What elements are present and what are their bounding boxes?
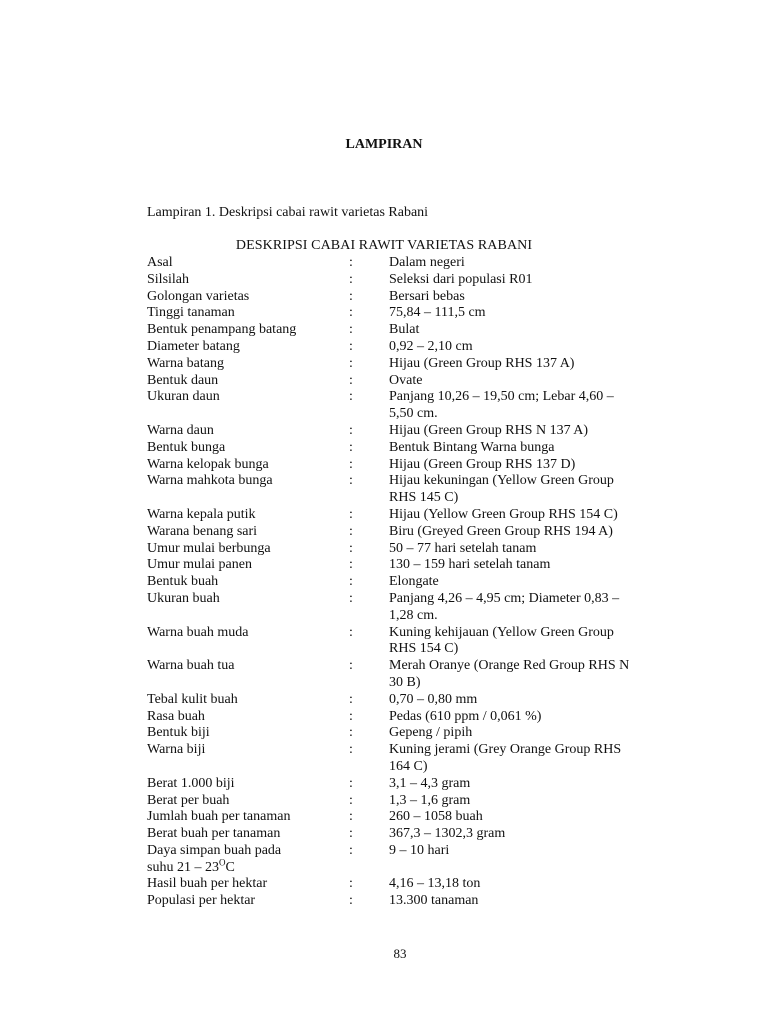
row-label: Warana benang sari xyxy=(147,523,258,539)
description-row xyxy=(147,473,667,490)
description-row xyxy=(147,893,667,910)
row-separator xyxy=(349,759,389,776)
row-value: 4,16 – 13,18 ton xyxy=(389,876,481,892)
description-row xyxy=(147,541,667,558)
description-row xyxy=(147,255,667,272)
row-label: Warna biji xyxy=(147,742,206,758)
row-value: Merah Oranye (Orange Red Group RHS N xyxy=(389,658,630,674)
row-separator: : xyxy=(349,389,353,405)
row-value: Biru (Greyed Green Group RHS 194 A) xyxy=(389,523,613,539)
row-separator: : xyxy=(349,557,353,573)
row-value: 50 – 77 hari setelah tanam xyxy=(389,540,537,556)
row-separator: : xyxy=(349,473,353,489)
row-separator: : xyxy=(349,322,353,338)
row-label: Berat per buah xyxy=(147,792,230,808)
description-row xyxy=(147,289,667,306)
row-value: Panjang 10,26 – 19,50 cm; Lebar 4,60 – xyxy=(389,389,614,405)
description-row xyxy=(147,641,667,658)
row-value: Hijau (Yellow Green Group RHS 154 C) xyxy=(389,506,618,522)
row-label: Warna kelopak bunga xyxy=(147,456,269,472)
description-row xyxy=(147,759,667,776)
description-row xyxy=(147,272,667,289)
description-row xyxy=(147,776,667,793)
row-separator: : xyxy=(349,255,353,270)
description-table-title: DESKRIPSI CABAI RAWIT VARIETAS RABANI xyxy=(235,238,533,253)
row-separator: : xyxy=(349,372,353,388)
row-separator xyxy=(349,608,389,625)
row-value: Hijau (Green Group RHS 137 A) xyxy=(389,355,575,371)
row-value: 75,84 – 111,5 cm xyxy=(389,305,486,321)
row-separator: : xyxy=(349,725,353,741)
row-label: Berat buah per tanaman xyxy=(147,826,281,842)
description-row xyxy=(147,591,667,608)
row-value: Kuning kehijauan (Yellow Green Group xyxy=(389,624,614,640)
row-value: 9 – 10 hari xyxy=(389,842,450,858)
row-separator: : xyxy=(349,305,353,321)
row-separator: : xyxy=(349,439,353,455)
row-label: Warna daun xyxy=(147,422,214,438)
row-separator: : xyxy=(349,658,353,674)
row-separator: : xyxy=(349,338,353,354)
description-row xyxy=(147,389,667,406)
row-separator: : xyxy=(349,775,353,791)
description-row xyxy=(147,322,667,339)
row-value: Kuning jerami (Grey Orange Group RHS xyxy=(389,742,622,758)
row-separator: : xyxy=(349,590,353,606)
row-separator: : xyxy=(349,842,353,858)
row-separator xyxy=(349,406,389,423)
row-label: Golongan varietas xyxy=(147,288,250,304)
row-label: Ukuran daun xyxy=(147,389,220,405)
row-separator: : xyxy=(349,893,353,909)
row-label: Bentuk biji xyxy=(147,725,210,741)
row-value: 1,3 – 1,6 gram xyxy=(389,792,471,808)
row-label: Silsilah xyxy=(147,271,190,287)
description-row xyxy=(147,373,667,390)
row-label: Warna batang xyxy=(147,355,224,371)
row-separator: : xyxy=(349,708,353,724)
description-row xyxy=(147,608,667,625)
row-separator: : xyxy=(349,523,353,539)
row-value: 130 – 159 hari setelah tanam xyxy=(389,557,551,573)
row-label xyxy=(147,675,349,692)
row-separator: : xyxy=(349,540,353,556)
description-row xyxy=(147,440,667,457)
row-label xyxy=(147,641,349,658)
row-label: Jumlah buah per tanaman xyxy=(147,809,291,825)
description-row xyxy=(147,857,667,877)
description-row xyxy=(147,507,667,524)
row-value xyxy=(389,860,659,877)
row-label: Ukuran buah xyxy=(147,590,220,606)
row-value: Panjang 4,26 – 4,95 cm; Diameter 0,83 – xyxy=(389,590,620,606)
row-separator: : xyxy=(349,422,353,438)
row-label: Bentuk penampang batang xyxy=(147,322,297,338)
row-value: 1,28 cm. xyxy=(389,607,438,623)
row-label: Tinggi tanaman xyxy=(147,305,235,321)
row-value: 13.300 tanaman xyxy=(389,893,479,909)
row-value: Gepeng / pipih xyxy=(389,725,473,741)
row-value: 0,70 – 0,80 mm xyxy=(389,691,478,707)
row-separator: : xyxy=(349,574,353,590)
row-separator: : xyxy=(349,456,353,472)
appendix-caption: Lampiran 1. Deskripsi cabai rawit varietas Rabani xyxy=(147,205,429,220)
row-separator xyxy=(349,490,389,507)
row-separator: : xyxy=(349,876,353,892)
row-value: Seleksi dari populasi R01 xyxy=(389,271,533,287)
row-value: 0,92 – 2,10 cm xyxy=(389,338,473,354)
row-label: Warna buah muda xyxy=(147,624,249,640)
row-label: Warna mahkota bunga xyxy=(147,473,273,489)
page-number: 83 xyxy=(393,946,407,961)
description-row xyxy=(147,742,667,759)
row-value: 164 C) xyxy=(389,758,428,774)
row-label: Berat 1.000 biji xyxy=(147,775,235,791)
row-value: 260 – 1058 buah xyxy=(389,809,483,825)
row-separator: : xyxy=(349,826,353,842)
row-separator xyxy=(349,641,389,658)
row-value: Pedas (610 ppm / 0,061 %) xyxy=(389,708,542,724)
description-row xyxy=(147,423,667,440)
row-separator: : xyxy=(349,288,353,304)
description-row xyxy=(147,658,667,675)
label-continuation: suhu 21 – 23 xyxy=(147,859,219,875)
row-separator xyxy=(349,675,389,692)
row-label: Tebal kulit buah xyxy=(147,691,238,707)
row-label: Umur mulai panen xyxy=(147,557,252,573)
row-separator: : xyxy=(349,742,353,758)
description-row xyxy=(147,692,667,709)
row-label: Bentuk daun xyxy=(147,372,219,388)
row-separator: : xyxy=(349,792,353,808)
description-row xyxy=(147,876,667,893)
description-row xyxy=(147,305,667,322)
row-label: Populasi per hektar xyxy=(147,893,256,909)
row-label xyxy=(147,406,349,423)
description-row xyxy=(147,625,667,642)
description-row xyxy=(147,490,667,507)
row-separator: : xyxy=(349,691,353,707)
row-value: Bersari bebas xyxy=(389,288,465,304)
description-row xyxy=(147,675,667,692)
row-label xyxy=(147,857,349,877)
row-label: Hasil buah per hektar xyxy=(147,876,268,892)
description-row xyxy=(147,709,667,726)
description-row xyxy=(147,557,667,574)
row-value: Hijau (Green Group RHS N 137 A) xyxy=(389,422,589,438)
degree-superscript: O xyxy=(218,857,226,868)
row-value: 30 B) xyxy=(389,674,421,690)
description-row xyxy=(147,406,667,423)
temperature-unit: C xyxy=(225,859,235,875)
row-value: Bentuk Bintang Warna bunga xyxy=(389,439,555,455)
row-separator xyxy=(349,860,389,877)
row-label xyxy=(147,759,349,776)
row-separator: : xyxy=(349,355,353,371)
row-value: Elongate xyxy=(389,574,439,590)
row-value: Ovate xyxy=(389,372,423,388)
row-label: Diameter batang xyxy=(147,338,240,354)
row-value: Hijau kekuningan (Yellow Green Group xyxy=(389,473,614,489)
row-separator: : xyxy=(349,624,353,640)
description-row xyxy=(147,725,667,742)
description-row xyxy=(147,574,667,591)
row-label: Asal xyxy=(147,255,173,270)
row-value: Bulat xyxy=(389,322,420,338)
description-row xyxy=(147,826,667,843)
row-value: 3,1 – 4,3 gram xyxy=(389,775,471,791)
row-label: Daya simpan buah pada xyxy=(147,842,282,858)
description-row xyxy=(147,793,667,810)
row-separator: : xyxy=(349,271,353,287)
row-value: Hijau (Green Group RHS 137 D) xyxy=(389,456,576,472)
row-label: Bentuk buah xyxy=(147,574,219,590)
row-label: Rasa buah xyxy=(147,708,205,724)
row-separator: : xyxy=(349,506,353,522)
description-row xyxy=(147,524,667,541)
row-label: Warna kepala putik xyxy=(147,506,256,522)
row-value: Dalam negeri xyxy=(389,255,465,270)
description-row xyxy=(147,457,667,474)
description-row xyxy=(147,809,667,826)
row-value: RHS 154 C) xyxy=(389,641,459,657)
row-label: Umur mulai berbunga xyxy=(147,540,271,556)
row-label: Warna buah tua xyxy=(147,658,235,674)
row-value: 5,50 cm. xyxy=(389,406,438,422)
row-label xyxy=(147,608,349,625)
row-value: RHS 145 C) xyxy=(389,490,459,506)
description-row xyxy=(147,339,667,356)
row-label xyxy=(147,490,349,507)
row-value: 367,3 – 1302,3 gram xyxy=(389,826,506,842)
description-row xyxy=(147,356,667,373)
page-title: LAMPIRAN xyxy=(345,137,423,152)
row-label: Bentuk bunga xyxy=(147,439,226,455)
row-separator: : xyxy=(349,809,353,825)
description-list xyxy=(147,255,667,910)
